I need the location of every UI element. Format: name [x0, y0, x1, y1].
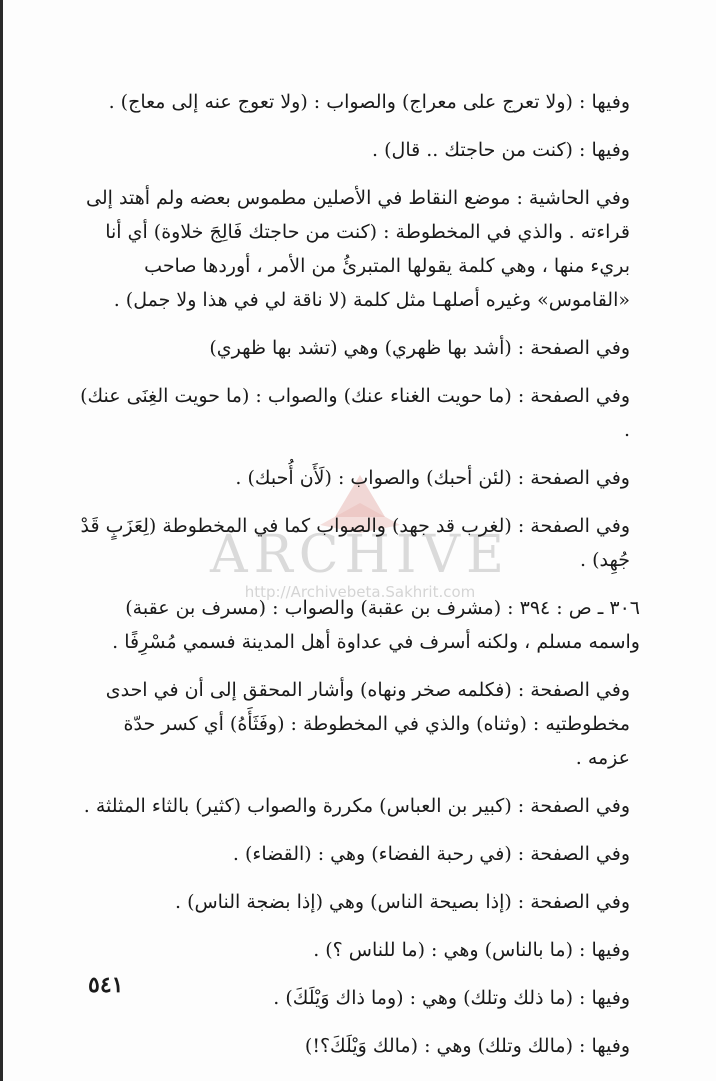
paragraph: وفيها : (ما بالناس) وهي : (ما للناس ؟) .	[313, 939, 630, 961]
paragraph: وفي الصفحة : (كبير بن العباس) مكررة والصواب (كثير) بالثاء المثلثة .	[83, 795, 630, 817]
paragraph: وفي الصفحة : (في رحبة الفضاء) وهي : (القضاء) .	[232, 843, 630, 865]
paragraph: وفي الصفحة : (لغرب قد جهد) والصواب كما في المخطوطة (لِعَزَبٍ قَدْ جُهِد) .	[80, 515, 630, 571]
paragraph: وفي الصفحة : (ما حويت الغناء عنك) والصواب : (ما حويت الغِنَى عنك) .	[80, 385, 630, 441]
text-body	[80, 85, 640, 1077]
paragraph: وفيها : (ما ذلك وتلك) وهي : (وما ذاك وَيْلَكَ) .	[273, 987, 630, 1009]
paragraph: وفيها : (كنت من حاجتك .. قال) .	[372, 139, 630, 161]
paragraph: وفي الصفحة : (لئن أحبك) والصواب : (لَأَن أُحبك) .	[235, 467, 630, 489]
page-number: ٥٤١	[88, 972, 124, 998]
paragraph: وفي الصفحة : (فكلمه صخر ونهاه) وأشار المحقق إلى أن في احدى مخطوطتيه : (وثناه) والذي في المخطوطة : (وفَثَأَهُ) أي كسر حدّة عزمه .	[105, 679, 630, 769]
watermark-url: http://Archivebeta.Sakhrit.com	[244, 583, 476, 601]
watermark-brand: ARCHIVE	[210, 525, 510, 585]
paragraph: وفي الصفحة : (أشد بها ظهري) وهي (تشد بها ظهري)	[209, 337, 630, 359]
paragraph: وفي الحاشية : موضع النقاط في الأصلين مطموس بعضه ولم أهتد إلى قراءته . والذي في المخطوطة : (كنت من حاجتك فَالِجَ خلاوة) أي أنا بريء منها ، وهي كلمة يقولها المتبرئُ من الأمر ، أوردها صاحب «القاموس» وغيره أصلهـا مثل كلمة (لا ناقة لي في هذا ولا جمل) .	[86, 187, 630, 311]
paragraph: وفي الصفحة : (إذا بصيحة الناس) وهي (إذا بضجة الناس) .	[175, 891, 630, 913]
page-edge-rule	[0, 0, 3, 1081]
paragraph: وفيها : (مالك وتلك) وهي : (مالك وَيْلَكَ؟!)	[304, 1035, 630, 1057]
paragraph-entry: ٣٠٦ ـ ص : ٣٩٤ : (مشرف بن عقبة) والصواب : (مسرف بن عقبة) واسمه مسلم ، ولكنه أسرف في عداوة أهل المدينة فسمي مُسْرِفًا .	[112, 597, 640, 653]
paragraph: وفيها : (ولا تعرج على معراج) والصواب : (ولا تعوج عنه إلى معاج) .	[108, 91, 630, 113]
